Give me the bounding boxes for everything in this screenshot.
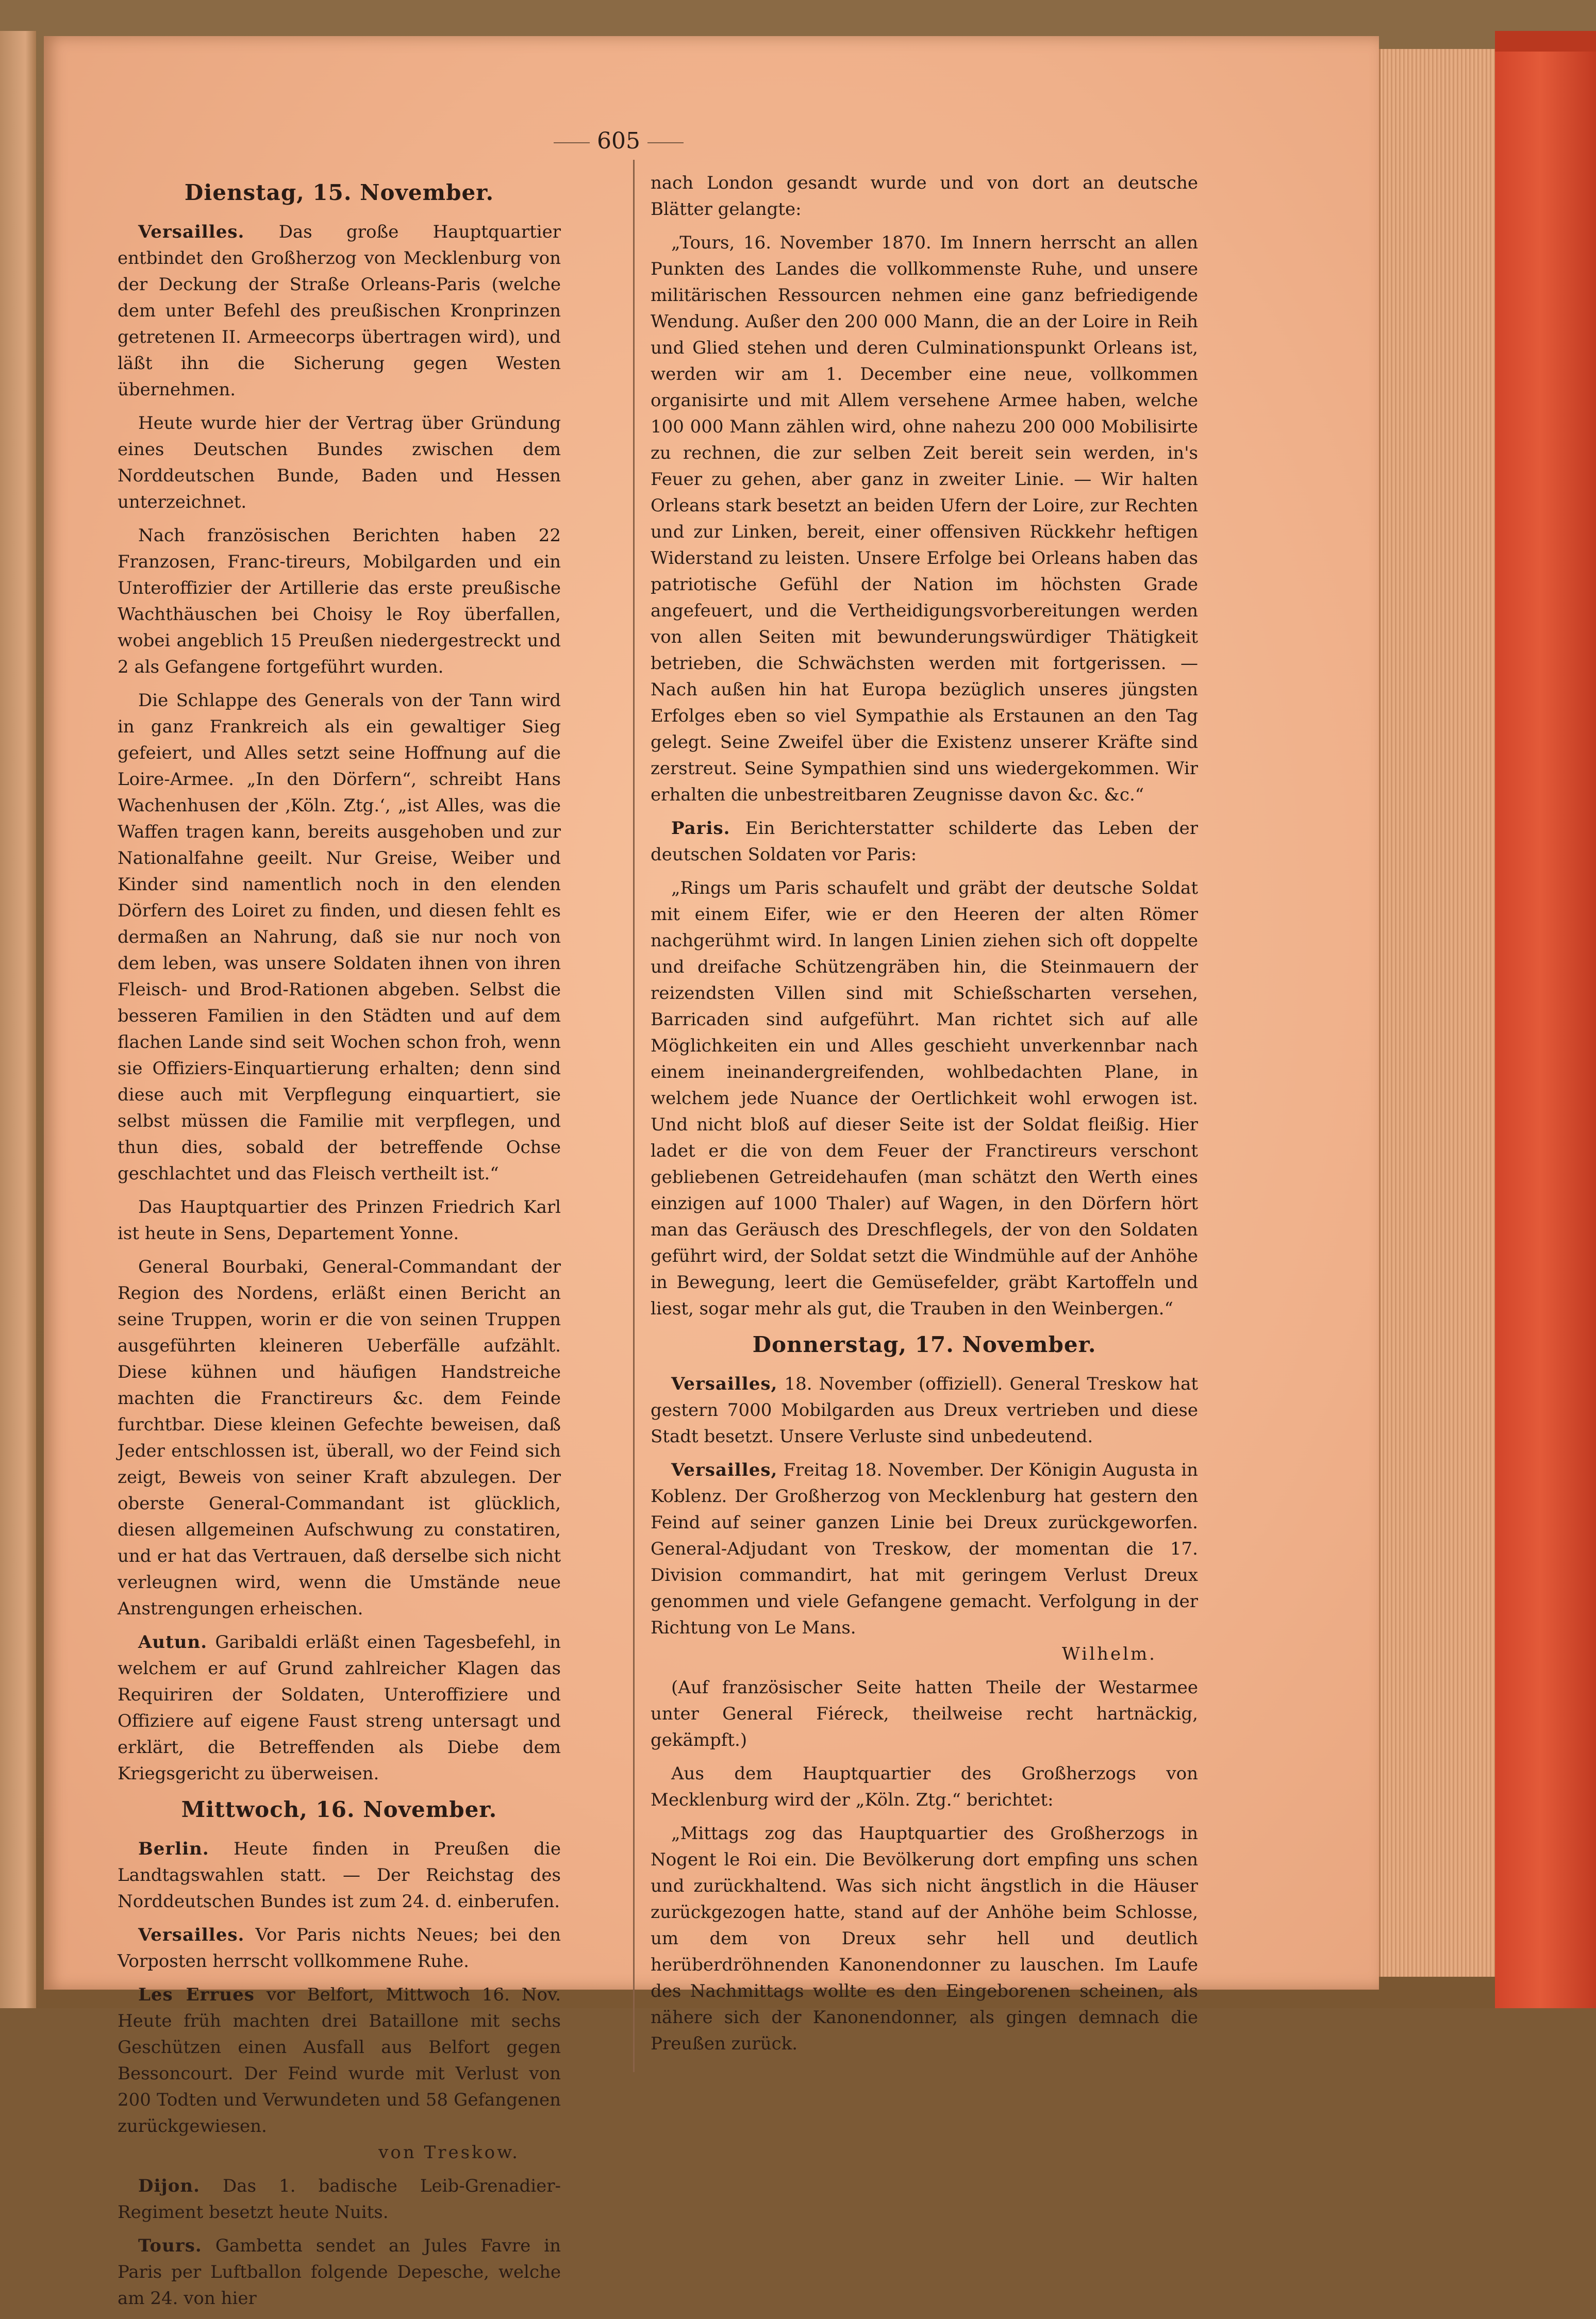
paragraph: „Tours, 16. November 1870. Im Innern herrscht an allen Punkten des Landes die vollkommenste Ruhe, und unsere militärischen Ressourcen nehmen eine ganz befriedigende Wendung. Außer den 200 000 Mann, die an der Loire in Reih und Glied stehen und deren Culminationspunkt Orleans ist, werden wir am 1. December eine neue, vollkommen organisirte und mit Allem versehene Armee haben, welche 100 000 Mann zählen wird, ohne nahezu 200 000 Mobilisirte zu rechnen, die zur selben Zeit bereit sein werden, in's Feuer zu gehen, aber ganz in zweiter Linie. — Wir halten Orleans stark besetzt an beiden Ufern der Loire, zur Rechten und zur Linken, bereit, einer offensiven Rückkehr heftigen Widerstand zu leisten. Unsere Erfolge bei Orleans haben das patriotische Gefühl der Nation im höchsten Grade angefeuert, und die Vertheidigungsvorbereitungen werden von allen Seiten mit bewunderungswürdiger Thätigkeit betrieben, die Schwächsten werden mit fortgerissen. — Nach außen hin hat Europa bezüglich unseres jüngsten Erfolges eben so viel Sympathie als Erstaunen an den Tag gelegt. Seine Zweifel über die Existenz unserer Kräfte sind zerstreut. Seine Sympathien sind uns wiedergekommen. Wir erhalten die unbestreitbaren Zeugnisse davon &c. &c.“ <box>651 232 1198 805</box>
paragraph-text: Gambetta sendet an Jules Favre in Paris per Luftballon folgende Depesche, welche am 24. von hier <box>118 2235 561 2309</box>
place-name: Versailles, <box>671 1460 778 1480</box>
paragraph <box>651 1371 1198 1450</box>
place-name: Versailles. <box>138 1925 245 1945</box>
paragraph-text: Garibaldi erläßt einen Tagesbefehl, in welchem er auf Grund zahlreicher Klagen das Requiriren der Soldaten, Unteroffiziere und Offiziere auf eigene Faust streng untersagt und erklärt, die Betreffenden als Diebe dem Kriegsgericht zu überweisen. <box>118 1632 561 1784</box>
place-name: Paris. <box>671 818 730 839</box>
book-cover <box>1495 31 1596 2008</box>
paragraph-text: vor Belfort, Mittwoch 16. Nov. Heute früh machten drei Bataillone mit sechs Geschützen einen Ausfall aus Belfort gegen Bessoncourt. Der Feind wurde mit Verlust von 200 Todten und Verwundeten und 58 Gefangenen zurückgewiesen. <box>118 1984 561 2137</box>
place-name: Les Errues <box>138 1984 255 2005</box>
paragraph: Die Schlappe des Generals von der Tann wird in ganz Frankreich als ein gewaltiger Sieg gefeiert, und Alles setzt seine Hoffnung auf die Loire-Armee. „In den Dörfern“, schreibt Hans Wachenhusen der ‚Köln. Ztg.‘, „ist Alles, was die Waffen tragen kann, bereits ausgehoben und zur Nationalfahne geeilt. Nur Greise, Weiber und Kinder sind namentlich noch in den elenden Dörfern des Loiret zu finden, und diesen fehlt es dermaßen an Nahrung, daß sie nur noch von dem leben, was unsere Soldaten ihnen von ihren Fleisch- und Brod-Rationen abgeben. Selbst die besseren Familien in den Städten und auf dem flachen Lande sind seit Wochen schon froh, wenn sie Offiziers-Einquartierung erhalten; denn sind diese auch mit Verpflegung einquartiert, sie selbst müssen die Familie mit verpflegen, und thun dies, sobald der betreffende Ochse geschlachtet und das Fleisch vertheilt ist.“ <box>118 690 561 1184</box>
paragraph: (Auf französischer Seite hatten Theile der Westarmee unter General Fiéreck, theilweise recht hartnäckig, gekämpft.) <box>651 1677 1198 1750</box>
paragraph-text: Heute finden in Preußen die Landtagswahlen statt. — Der Reichstag des Norddeutschen Bundes ist zum 24. d. einberufen. <box>118 1839 561 1912</box>
paragraph-text: Ein Berichterstatter schilderte das Leben der deutschen Soldaten vor Paris: <box>651 818 1198 865</box>
signature: Wilhelm. <box>1061 1644 1157 1664</box>
paragraph: nach London gesandt wurde und von dort an deutsche Blätter gelangte: <box>651 173 1198 220</box>
paragraph <box>651 1457 1198 1667</box>
paragraph <box>651 815 1198 868</box>
paragraph: General Bourbaki, General-Commandant der Region des Nordens, erläßt einen Bericht an seine Truppen, worin er die von seinen Truppen ausgeführten kleineren Ueberfälle aufzählt. Diese kühnen und häufigen Handstreiche machten die Franctireurs &c. dem Feinde furchtbar. Diese kleinen Gefechte beweisen, daß Jeder entschlossen ist, überall, wo der Feind sich zeigt, Beweis von seiner Kraft abzulegen. Der oberste General-Commandant ist glücklich, diesen allgemeinen Aufschwung zu constatiren, und er hat das Vertrauen, daß derselbe sich nicht verleugnen wird, wenn die Umstände neue Anstrengungen erheischen. <box>118 1257 561 1619</box>
previous-page-edge <box>0 31 36 2008</box>
cover-top-band <box>1495 31 1596 52</box>
section-heading: Mittwoch, 16. November. <box>181 1797 497 1822</box>
paragraph-text: Freitag 18. November. Der Königin Augusta in Koblenz. Der Großherzog von Mecklenburg hat gestern den Feind auf seiner ganzen Linie bei Dreux zurückgeworfen. General-Adjudant von Treskow, der momentan die 17. Division commandirt, hat mit geringem Verlust Dreux genommen und viele Gefangene gemacht. Verfolgung in der Richtung von Le Mans. <box>651 1460 1198 1638</box>
paragraph <box>118 1836 561 1915</box>
signature: von Treskow. <box>378 2142 520 2163</box>
page-number-header <box>541 128 696 159</box>
paragraph: Heute wurde hier der Vertrag über Gründung eines Deutschen Bundes zwischen dem Norddeutschen Bunde, Baden und Hessen unterzeichnet. <box>118 413 561 512</box>
paragraph-text: 18. November (offiziell). General Treskow hat gestern 7000 Mobilgarden aus Dreux vertrieben und diese Stadt besetzt. Unsere Verluste sind unbedeutend. <box>651 1374 1199 1447</box>
header-rule-right <box>647 142 684 143</box>
paragraph-text: Das große Hauptquartier entbindet den Großherzog von Mecklenburg von der Deckung der Straße Orleans-Paris (welche dem unter Befehl des preußischen Kronprinzen getretenen II. Armeecorps übertragen wird), und läßt ihn die Sicherung gegen Westen übernehmen. <box>118 222 561 400</box>
paragraph <box>118 2233 561 2312</box>
paragraph-text: Das 1. badische Leib-Grenadier-Regiment besetzt heute Nuits. <box>118 2176 561 2223</box>
place-name: Versailles. <box>138 222 245 242</box>
left-column <box>118 170 561 2319</box>
section-heading: Donnerstag, 17. November. <box>752 1332 1096 1357</box>
paragraph <box>118 1922 561 1975</box>
column-divider <box>633 160 635 2072</box>
place-name: Versailles, <box>671 1374 778 1394</box>
page-stack-edges <box>1379 49 1504 1977</box>
paragraph: Das Hauptquartier des Prinzen Friedrich Karl ist heute in Sens, Departement Yonne. <box>118 1197 561 1244</box>
place-name: Dijon. <box>138 2176 200 2196</box>
paragraph <box>118 1982 561 2166</box>
right-column <box>651 170 1198 2064</box>
paragraph: Aus dem Hauptquartier des Großherzogs von Mecklenburg wird der „Köln. Ztg.“ berichtet: <box>651 1763 1198 1810</box>
paragraph <box>118 1629 561 1787</box>
header-rule-left <box>554 142 590 143</box>
place-name: Autun. <box>138 1632 208 1653</box>
paragraph <box>118 219 561 403</box>
paragraph-text: Vor Paris nichts Neues; bei den Vorposten herrscht vollkommene Ruhe. <box>118 1925 561 1972</box>
place-name: Berlin. <box>138 1839 209 1859</box>
page-number: 605 <box>597 128 640 154</box>
paragraph: „Mittags zog das Hauptquartier des Großherzogs in Nogent le Roi ein. Die Bevölkerung dort empfing uns schen und zurückhaltend. Was sich nicht ängstlich in die Häuser zurückgezogen hatte, stand auf der Anhöhe beim Schlosse, um dem von Dreux sehr hell und deutlich herüberdröhnenden Kanonendonner zu lauschen. Im Laufe des Nachmittags wollte es den Eingeborenen scheinen, als nähere sich der Kanonendonner, als gingen demnach die Preußen zurück. <box>651 1823 1198 2054</box>
paragraph: Nach französischen Berichten haben 22 Franzosen, Franc-tireurs, Mobilgarden und ein Unteroffizier der Artillerie das erste preußische Wachthäuschen bei Choisy le Roy überfallen, wobei angeblich 15 Preußen niedergestreckt und 2 als Gefangene fortgeführt wurden. <box>118 525 561 677</box>
section-heading: Dienstag, 15. November. <box>184 180 494 205</box>
paragraph <box>118 2173 561 2226</box>
place-name: Tours. <box>138 2235 202 2256</box>
paragraph: „Rings um Paris schaufelt und gräbt der deutsche Soldat mit einem Eifer, wie er den Heeren der alten Römer nachgerühmt wird. In langen Linien ziehen sich oft doppelte und dreifache Schützengräben hin, die Steinmauern der reizendsten Villen sind mit Schießscharten versehen, Barricaden sind aufgeführt. Man richtet sich auf alle Möglichkeiten ein und Alles geschieht unverkennbar nach einem ineinandergreifenden, wohlbedachten Plane, in welchem jede Nuance der Oertlichkeit wohl erwogen ist. Und nicht bloß auf dieser Seite ist der Soldat fleißig. Hier ladet er die von dem Feuer der Franctireurs verschont gebliebenen Getreidehaufen (man schätzt den Werth eines einzigen auf 1000 Thaler) auf Wagen, in den Dörfern hört man das Geräusch des Dreschflegels, der von den Soldaten geführt wird, der Soldat setzt die Windmühle auf der Anhöhe in Bewegung, leert die Gemüsefelder, gräbt Kartoffeln und liest, sogar mehr als gut, die Trauben in den Weinbergen.“ <box>651 878 1198 1319</box>
